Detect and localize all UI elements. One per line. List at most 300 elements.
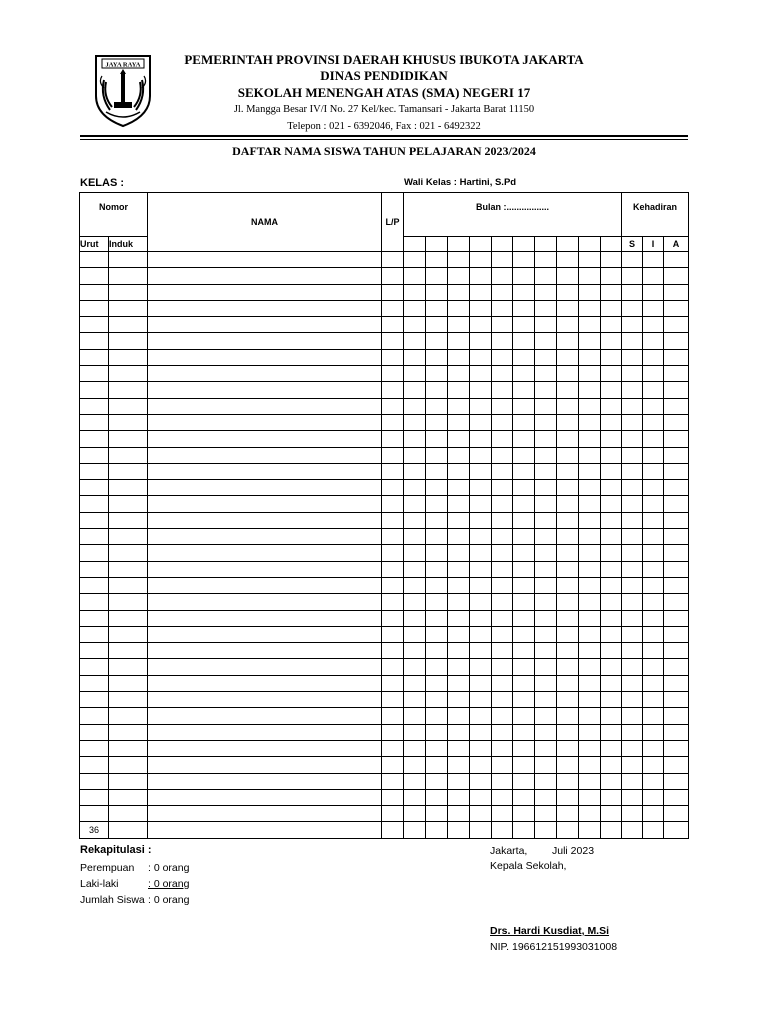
table-cell bbox=[557, 708, 579, 724]
table-cell bbox=[557, 773, 579, 789]
table-cell bbox=[426, 545, 448, 561]
table-cell bbox=[601, 594, 622, 610]
table-cell bbox=[664, 773, 689, 789]
table-cell bbox=[557, 398, 579, 414]
table-cell bbox=[448, 643, 470, 659]
table-cell bbox=[426, 300, 448, 316]
sign-date: Juli 2023 bbox=[552, 845, 595, 857]
table-cell bbox=[80, 692, 109, 708]
header-nama: NAMA bbox=[148, 193, 382, 252]
table-cell bbox=[664, 268, 689, 284]
table-cell bbox=[404, 626, 426, 642]
table-cell bbox=[492, 333, 513, 349]
table-cell bbox=[80, 349, 109, 365]
table-row bbox=[80, 382, 689, 398]
table-cell bbox=[426, 577, 448, 593]
table-cell bbox=[664, 463, 689, 479]
table-cell bbox=[664, 626, 689, 642]
table-cell bbox=[470, 561, 492, 577]
table-cell bbox=[557, 529, 579, 545]
table-cell bbox=[80, 724, 109, 740]
table-cell bbox=[426, 333, 448, 349]
table-cell bbox=[601, 545, 622, 561]
table-cell bbox=[513, 268, 535, 284]
table-cell bbox=[622, 366, 643, 382]
table-cell bbox=[535, 675, 557, 691]
table-cell bbox=[579, 333, 601, 349]
table-cell bbox=[535, 431, 557, 447]
table-cell bbox=[426, 594, 448, 610]
table-cell bbox=[80, 317, 109, 333]
table-cell bbox=[426, 512, 448, 528]
table-cell bbox=[382, 252, 404, 268]
kop-address: Jl. Mangga Besar IV/I No. 27 Kel/kec. Tamansari - Jakarta Barat 11150 bbox=[233, 104, 535, 115]
table-cell bbox=[448, 447, 470, 463]
table-cell bbox=[492, 675, 513, 691]
table-cell bbox=[535, 724, 557, 740]
table-cell bbox=[513, 692, 535, 708]
table-cell bbox=[148, 594, 382, 610]
table-cell bbox=[535, 692, 557, 708]
table-cell bbox=[513, 349, 535, 365]
table-cell bbox=[643, 757, 664, 773]
table-row bbox=[80, 463, 689, 479]
table-cell bbox=[404, 480, 426, 496]
table-cell bbox=[535, 463, 557, 479]
table-cell bbox=[513, 480, 535, 496]
table-cell bbox=[404, 577, 426, 593]
table-cell bbox=[535, 577, 557, 593]
table-cell bbox=[513, 773, 535, 789]
table-cell bbox=[643, 692, 664, 708]
date-cell bbox=[404, 237, 426, 252]
table-cell bbox=[109, 773, 148, 789]
table-cell bbox=[470, 610, 492, 626]
table-cell bbox=[492, 757, 513, 773]
table-cell bbox=[80, 675, 109, 691]
table-cell bbox=[80, 708, 109, 724]
table-cell bbox=[643, 822, 664, 838]
table-cell bbox=[109, 529, 148, 545]
table-cell bbox=[382, 708, 404, 724]
table-cell bbox=[109, 594, 148, 610]
logo-text: JAYA RAYA bbox=[105, 61, 141, 69]
table-cell bbox=[426, 480, 448, 496]
table-cell bbox=[601, 463, 622, 479]
table-cell bbox=[382, 626, 404, 642]
table-cell bbox=[382, 512, 404, 528]
table-cell bbox=[535, 512, 557, 528]
table-cell bbox=[557, 268, 579, 284]
table-cell bbox=[579, 789, 601, 805]
table-cell bbox=[148, 692, 382, 708]
table-cell bbox=[382, 366, 404, 382]
date-cell bbox=[426, 237, 448, 252]
table-cell bbox=[557, 610, 579, 626]
table-cell bbox=[109, 512, 148, 528]
table-cell bbox=[448, 512, 470, 528]
table-cell bbox=[426, 561, 448, 577]
table-cell bbox=[492, 529, 513, 545]
table-cell bbox=[80, 626, 109, 642]
table-cell bbox=[109, 610, 148, 626]
table-cell bbox=[513, 822, 535, 838]
table-cell bbox=[80, 284, 109, 300]
table-cell bbox=[513, 643, 535, 659]
table-row bbox=[80, 773, 689, 789]
table-cell bbox=[579, 561, 601, 577]
table-cell bbox=[513, 675, 535, 691]
table-cell bbox=[80, 773, 109, 789]
table-row bbox=[80, 414, 689, 430]
sign-city: Jakarta, bbox=[490, 845, 528, 857]
table-cell bbox=[643, 398, 664, 414]
table-cell bbox=[470, 349, 492, 365]
table-cell bbox=[404, 822, 426, 838]
table-cell bbox=[643, 252, 664, 268]
table-cell bbox=[513, 252, 535, 268]
table-cell bbox=[643, 643, 664, 659]
sign-position: Kepala Sekolah, bbox=[490, 860, 567, 872]
table-cell bbox=[601, 366, 622, 382]
table-cell bbox=[492, 496, 513, 512]
table-cell bbox=[470, 333, 492, 349]
principal-nip: NIP. 196612151993031008 bbox=[490, 941, 618, 953]
table-cell bbox=[664, 284, 689, 300]
table-cell bbox=[579, 300, 601, 316]
table-cell bbox=[601, 252, 622, 268]
table-cell bbox=[643, 789, 664, 805]
table-cell bbox=[448, 349, 470, 365]
table-cell bbox=[535, 789, 557, 805]
table-row bbox=[80, 529, 689, 545]
table-cell bbox=[404, 643, 426, 659]
table-cell bbox=[513, 431, 535, 447]
table-cell bbox=[148, 757, 382, 773]
table-cell bbox=[643, 463, 664, 479]
table-cell bbox=[557, 414, 579, 430]
table-cell bbox=[109, 806, 148, 822]
table-cell bbox=[579, 349, 601, 365]
table-cell bbox=[448, 708, 470, 724]
table-cell bbox=[664, 675, 689, 691]
table-cell bbox=[80, 789, 109, 805]
table-cell bbox=[382, 757, 404, 773]
table-cell bbox=[557, 561, 579, 577]
table-cell bbox=[601, 806, 622, 822]
table-cell bbox=[448, 822, 470, 838]
table-cell bbox=[492, 740, 513, 756]
table-cell bbox=[557, 317, 579, 333]
table-cell bbox=[535, 740, 557, 756]
table-cell bbox=[109, 414, 148, 430]
table-cell bbox=[643, 382, 664, 398]
table-cell bbox=[382, 300, 404, 316]
table-cell bbox=[426, 692, 448, 708]
table-cell bbox=[557, 300, 579, 316]
table-cell bbox=[622, 577, 643, 593]
table-cell bbox=[470, 317, 492, 333]
table-cell bbox=[448, 724, 470, 740]
table-cell bbox=[622, 806, 643, 822]
table-cell bbox=[601, 284, 622, 300]
table-cell bbox=[448, 398, 470, 414]
table-cell bbox=[470, 496, 492, 512]
rekap-perempuan-label: Perempuan bbox=[80, 862, 135, 874]
table-cell bbox=[448, 300, 470, 316]
table-cell bbox=[643, 806, 664, 822]
table-cell bbox=[382, 463, 404, 479]
table-cell bbox=[535, 561, 557, 577]
table-cell bbox=[148, 366, 382, 382]
table-cell bbox=[643, 708, 664, 724]
table-cell bbox=[470, 692, 492, 708]
jaya-raya-emblem-icon bbox=[92, 52, 154, 128]
table-cell bbox=[622, 545, 643, 561]
table-cell bbox=[513, 300, 535, 316]
table-cell bbox=[513, 447, 535, 463]
table-cell bbox=[80, 431, 109, 447]
table-cell bbox=[109, 463, 148, 479]
table-cell bbox=[579, 398, 601, 414]
table-cell bbox=[109, 252, 148, 268]
table-cell bbox=[404, 708, 426, 724]
rekap-laki-label: Laki-laki bbox=[80, 878, 119, 890]
table-cell bbox=[148, 773, 382, 789]
table-cell bbox=[448, 480, 470, 496]
table-cell bbox=[382, 431, 404, 447]
table-cell bbox=[579, 740, 601, 756]
table-cell bbox=[404, 594, 426, 610]
table-cell bbox=[148, 480, 382, 496]
table-cell bbox=[664, 252, 689, 268]
table-cell bbox=[579, 757, 601, 773]
date-cell bbox=[557, 237, 579, 252]
table-cell bbox=[109, 333, 148, 349]
table-cell bbox=[80, 740, 109, 756]
table-cell bbox=[601, 724, 622, 740]
table-cell bbox=[535, 757, 557, 773]
table-cell bbox=[448, 626, 470, 642]
table-cell bbox=[492, 822, 513, 838]
table-cell bbox=[664, 545, 689, 561]
date-cell bbox=[601, 237, 622, 252]
table-cell bbox=[513, 414, 535, 430]
table-cell bbox=[426, 496, 448, 512]
table-cell bbox=[109, 366, 148, 382]
table-row bbox=[80, 675, 689, 691]
table-cell bbox=[492, 610, 513, 626]
table-row bbox=[80, 692, 689, 708]
table-cell bbox=[470, 773, 492, 789]
table-cell bbox=[579, 317, 601, 333]
table-cell bbox=[601, 398, 622, 414]
table-cell bbox=[557, 431, 579, 447]
table-cell bbox=[664, 561, 689, 577]
table-cell bbox=[448, 496, 470, 512]
table-cell bbox=[492, 512, 513, 528]
table-cell bbox=[664, 349, 689, 365]
table-cell bbox=[382, 740, 404, 756]
table-cell bbox=[382, 284, 404, 300]
table-cell bbox=[622, 594, 643, 610]
header-induk: Induk bbox=[109, 237, 148, 252]
table-cell bbox=[470, 659, 492, 675]
table-cell bbox=[664, 610, 689, 626]
table-cell bbox=[492, 317, 513, 333]
rekap-perempuan bbox=[80, 862, 189, 874]
table-cell bbox=[622, 398, 643, 414]
table-cell bbox=[148, 626, 382, 642]
table-cell bbox=[643, 545, 664, 561]
table-cell bbox=[622, 463, 643, 479]
table-cell bbox=[448, 659, 470, 675]
table-cell bbox=[109, 659, 148, 675]
table-cell bbox=[448, 317, 470, 333]
table-cell bbox=[404, 675, 426, 691]
table-cell bbox=[404, 529, 426, 545]
table-cell bbox=[470, 757, 492, 773]
table-cell bbox=[535, 317, 557, 333]
table-cell bbox=[601, 789, 622, 805]
table-cell bbox=[426, 773, 448, 789]
table-cell bbox=[535, 414, 557, 430]
table-cell bbox=[643, 496, 664, 512]
rekap-perempuan-value: : 0 orang bbox=[148, 862, 190, 874]
table-cell bbox=[513, 382, 535, 398]
table-cell bbox=[382, 382, 404, 398]
table-cell bbox=[579, 773, 601, 789]
table-cell bbox=[382, 724, 404, 740]
table-cell bbox=[513, 724, 535, 740]
table-cell bbox=[492, 692, 513, 708]
table-cell bbox=[579, 382, 601, 398]
table-cell bbox=[622, 692, 643, 708]
table-cell bbox=[664, 300, 689, 316]
table-cell bbox=[492, 773, 513, 789]
table-cell bbox=[448, 382, 470, 398]
table-cell bbox=[601, 577, 622, 593]
student-table bbox=[79, 192, 689, 839]
table-cell bbox=[601, 349, 622, 365]
table-cell bbox=[80, 643, 109, 659]
table-cell bbox=[448, 789, 470, 805]
table-cell bbox=[382, 561, 404, 577]
table-cell bbox=[535, 333, 557, 349]
table-cell bbox=[579, 659, 601, 675]
table-cell bbox=[557, 463, 579, 479]
table-cell bbox=[382, 480, 404, 496]
table-cell bbox=[470, 724, 492, 740]
table-cell bbox=[148, 300, 382, 316]
table-cell bbox=[470, 822, 492, 838]
table-cell bbox=[470, 643, 492, 659]
table-cell bbox=[601, 675, 622, 691]
table-cell bbox=[382, 789, 404, 805]
table-cell bbox=[622, 529, 643, 545]
table-cell bbox=[601, 822, 622, 838]
table-cell bbox=[426, 252, 448, 268]
table-cell bbox=[664, 594, 689, 610]
table-cell bbox=[404, 512, 426, 528]
table-row bbox=[80, 300, 689, 316]
table-cell bbox=[148, 268, 382, 284]
table-cell bbox=[664, 317, 689, 333]
table-cell bbox=[492, 789, 513, 805]
table-cell bbox=[664, 480, 689, 496]
table-cell bbox=[382, 414, 404, 430]
table-cell bbox=[492, 577, 513, 593]
table-cell bbox=[643, 740, 664, 756]
table-cell bbox=[448, 577, 470, 593]
table-cell bbox=[664, 447, 689, 463]
table-cell bbox=[664, 398, 689, 414]
table-cell bbox=[535, 496, 557, 512]
table-cell bbox=[664, 366, 689, 382]
table-cell bbox=[664, 512, 689, 528]
table-cell bbox=[382, 545, 404, 561]
table-cell bbox=[664, 708, 689, 724]
table-cell bbox=[492, 398, 513, 414]
table-cell bbox=[148, 643, 382, 659]
table-cell bbox=[382, 577, 404, 593]
table-cell bbox=[404, 659, 426, 675]
table-cell bbox=[426, 675, 448, 691]
table-cell bbox=[109, 789, 148, 805]
table-cell bbox=[470, 268, 492, 284]
table-cell bbox=[492, 724, 513, 740]
table-cell bbox=[404, 496, 426, 512]
date-cell bbox=[535, 237, 557, 252]
table-cell bbox=[382, 659, 404, 675]
table-cell bbox=[579, 822, 601, 838]
table-cell bbox=[470, 806, 492, 822]
table-cell bbox=[470, 740, 492, 756]
table-cell bbox=[622, 382, 643, 398]
table-cell bbox=[664, 496, 689, 512]
table-cell bbox=[426, 529, 448, 545]
table-cell bbox=[513, 708, 535, 724]
table-cell bbox=[426, 789, 448, 805]
wali-kelas: Wali Kelas : Hartini, S.Pd bbox=[404, 177, 517, 188]
table-row bbox=[80, 806, 689, 822]
table-cell bbox=[664, 757, 689, 773]
table-cell bbox=[557, 675, 579, 691]
table-cell bbox=[470, 463, 492, 479]
table-cell bbox=[470, 545, 492, 561]
table-cell bbox=[601, 480, 622, 496]
table-cell bbox=[579, 252, 601, 268]
table-cell bbox=[622, 659, 643, 675]
table-cell bbox=[579, 268, 601, 284]
table-cell bbox=[382, 398, 404, 414]
table-cell bbox=[664, 806, 689, 822]
table-cell bbox=[622, 300, 643, 316]
table-cell bbox=[513, 610, 535, 626]
table-cell bbox=[643, 349, 664, 365]
table-row bbox=[80, 594, 689, 610]
table-cell bbox=[148, 284, 382, 300]
table-cell bbox=[601, 692, 622, 708]
table-cell bbox=[109, 284, 148, 300]
table-cell bbox=[601, 773, 622, 789]
table-cell bbox=[557, 512, 579, 528]
table-cell bbox=[404, 349, 426, 365]
table-cell bbox=[557, 480, 579, 496]
table-cell bbox=[535, 545, 557, 561]
table-cell bbox=[557, 643, 579, 659]
table-cell bbox=[404, 333, 426, 349]
